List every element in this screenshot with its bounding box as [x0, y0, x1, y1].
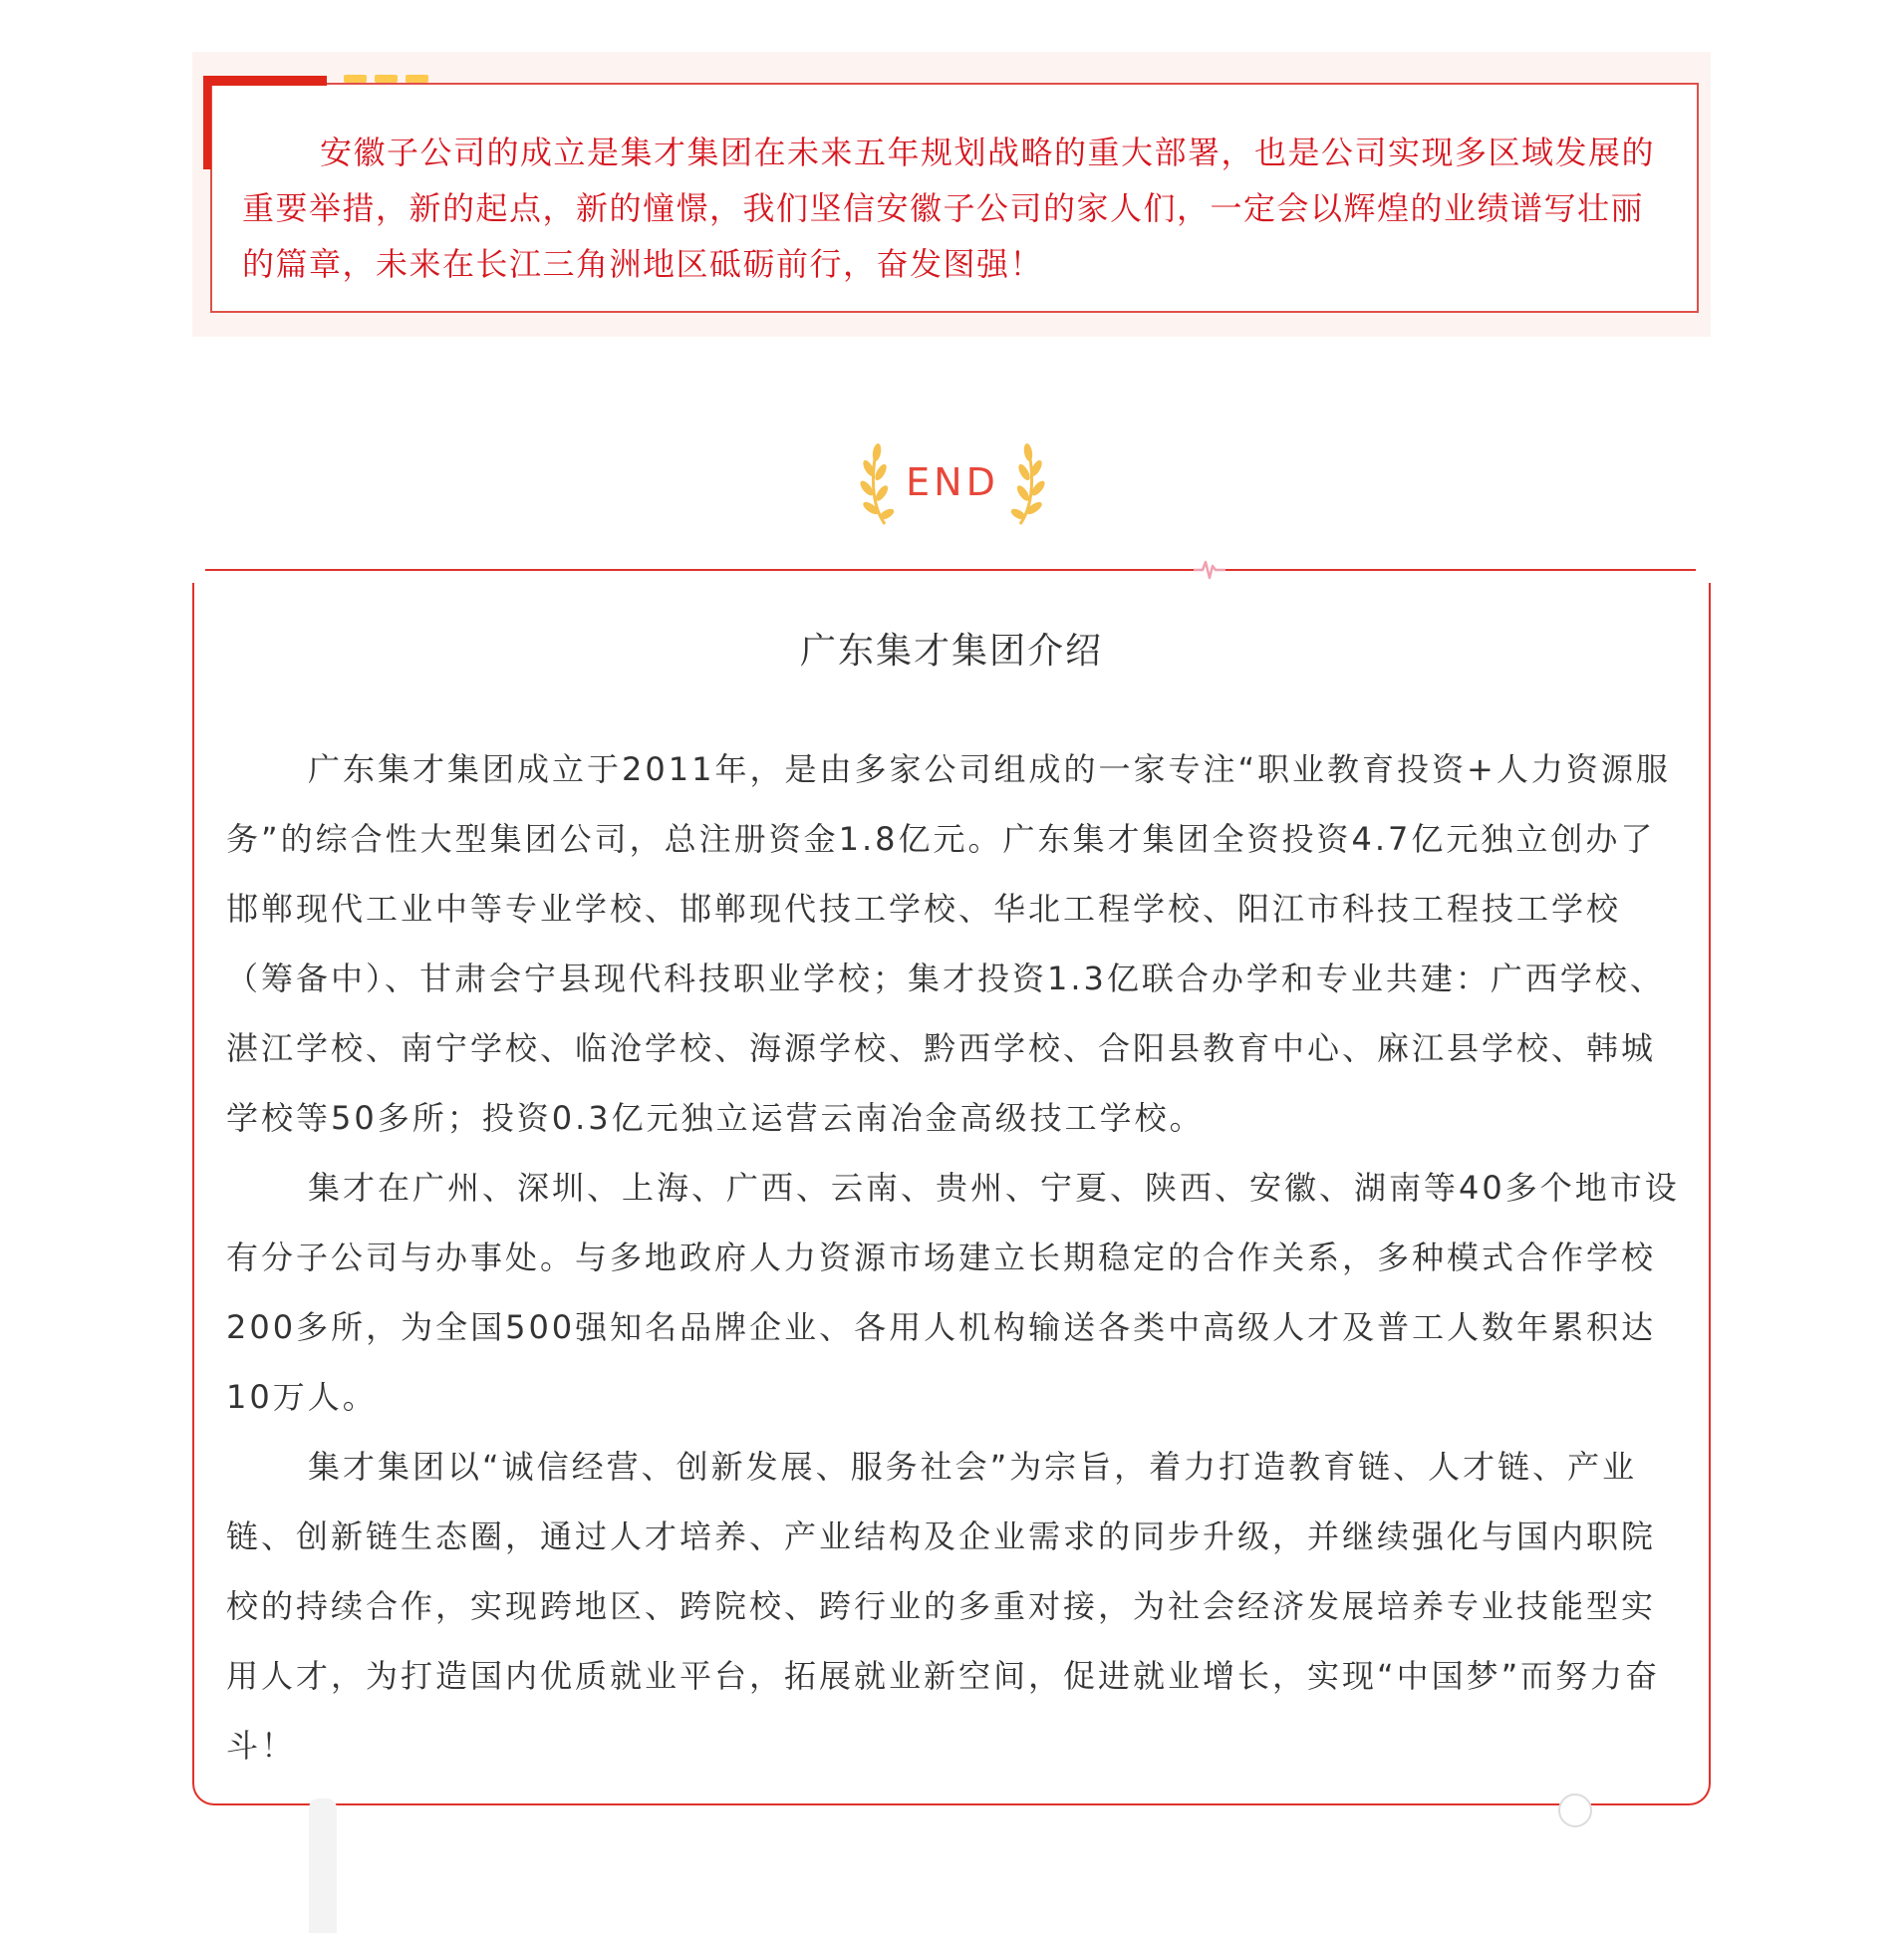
quote-dots-decoration [344, 75, 428, 83]
quote-accent-side [203, 76, 211, 169]
intro-paragraph: 集才在广州、深圳、上海、广西、云南、贵州、宁夏、陕西、安徽、湖南等40多个地市设有分子公司与办事处。与多地政府人力资源市场建立长期稳定的合作关系，多种模式合作学校200多所，为全国500强知名品牌企业、各用人机构输送各类中高级人才及普工人数年累积达10万人。 [226, 1169, 1680, 1416]
quote-section [192, 52, 1711, 337]
intro-paragraph: 广东集才集团成立于2011年，是由多家公司组成的一家专注“职业教育投资+人力资源服务”的综合性大型集团公司，总注册资金1.8亿元。广东集才集团全资投资4.7亿元独立创办了邯郸现代工业中等专业学校、邯郸现代技工学校、华北工程学校、阳江市科技工程技工学校（筹备中）、甘肃会宁县现代科技职业学校；集才投资1.3亿联合办学和专业共建：广西学校、湛江学校、南宁学校、临沧学校、海源学校、黔西学校、合阳县教育中心、麻江县学校、韩城学校等50多所；投资0.3亿元独立运营云南冶金高级技工学校。 [226, 750, 1671, 1137]
dot [406, 75, 428, 83]
end-mark [855, 438, 1050, 528]
laurel-left-icon [855, 438, 905, 528]
quote-box [210, 83, 1699, 313]
quote-text: 安徽子公司的成立是集才集团在未来五年规划战略的重大部署，也是公司实现多区域发展的重要举措，新的起点，新的憧憬，我们坚信安徽子公司的家人们，一定会以辉煌的业绩谱写壮丽的篇章，未来在长江三角洲地区砥砺前行，奋发图强！ [242, 134, 1656, 283]
heartbeat-icon [1194, 556, 1225, 584]
scroll-handle[interactable] [1558, 1794, 1592, 1827]
intro-card [192, 583, 1711, 1805]
card-top-divider [205, 569, 1696, 571]
bottom-tab-decoration [309, 1798, 337, 1933]
laurel-right-icon [1000, 438, 1050, 528]
quote-accent-bar [203, 76, 327, 86]
end-label: END [906, 460, 999, 504]
dot [344, 75, 367, 83]
intro-body [226, 734, 1683, 1781]
intro-title: 广东集才集团介绍 [799, 631, 1103, 672]
dot [375, 75, 398, 83]
intro-paragraph: 集才集团以“诚信经营、创新发展、服务社会”为宗旨，着力打造教育链、人才链、产业链、创新链生态圈，通过人才培养、产业结构及企业需求的同步升级，并继续强化与国内职院校的持续合作，实现跨地区、跨院校、跨行业的多重对接，为社会经济发展培养专业技能型实用人才，为打造国内优质就业平台，拓展就业新空间，促进就业增长，实现“中国梦”而努力奋斗！ [226, 1448, 1661, 1765]
